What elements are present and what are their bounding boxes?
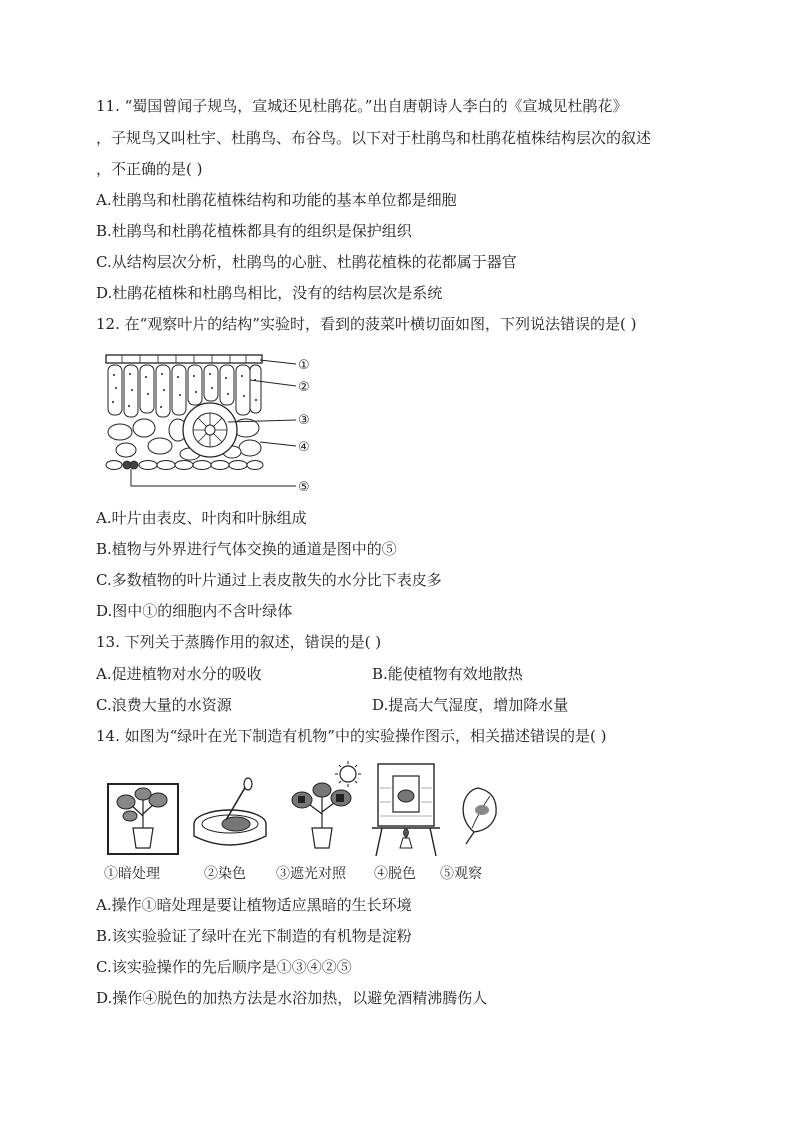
caption-2: ②染色: [204, 866, 246, 882]
caption-4: ④脱色: [374, 866, 416, 882]
shading-control-illustration: [292, 761, 361, 848]
q11-option-a: A.杜鹃鸟和杜鹃花植株结构和功能的基本单位都是细胞: [96, 191, 457, 209]
q13-stem: 13. 下列关于蒸腾作用的叙述，错误的是( ): [96, 633, 382, 651]
q13-option-c: C.浪费大量的水资源: [96, 696, 232, 714]
caption-5: ⑤观察: [440, 866, 482, 882]
q11-option-c: C.从结构层次分析，杜鹃鸟的心脏、杜鹃花植株的花都属于器官: [96, 253, 517, 271]
caption-3: ③遮光对照: [276, 866, 346, 882]
decolorization-illustration: [372, 764, 440, 856]
q14-option-d: D.操作④脱色的加热方法是水浴加热，以避免酒精沸腾伤人: [96, 989, 488, 1007]
experiment-steps-figure: [100, 758, 510, 886]
caption-1: ①暗处理: [104, 866, 160, 882]
q12-option-d: D.图中①的细胞内不含叶绿体: [96, 602, 293, 620]
q11-option-d: D.杜鹃花植株和杜鹃鸟相比，没有的结构层次是系统: [96, 284, 443, 302]
q13-option-a: A.促进植物对水分的吸收: [96, 665, 262, 683]
label-3: ③: [298, 413, 310, 428]
leaf-cross-section-figure: [100, 350, 340, 498]
q12-option-b: B.植物与外界进行气体交换的通道是图中的⑤: [96, 540, 397, 558]
label-4: ④: [298, 440, 310, 455]
q14-option-c: C.该实验操作的先后顺序是①③④②⑤: [96, 958, 352, 976]
q11-option-b: B.杜鹃鸟和杜鹃花植株都具有的组织是保护组织: [96, 222, 412, 240]
label-5: ⑤: [298, 480, 310, 495]
q12-option-a: A.叶片由表皮、叶肉和叶脉组成: [96, 509, 307, 527]
q11-stem-line-3: ，不正确的是( ): [96, 160, 203, 178]
q14-option-b: B.该实验验证了绿叶在光下制造的有机物是淀粉: [96, 927, 412, 945]
label-2: ②: [298, 380, 310, 395]
label-1: ①: [298, 358, 310, 373]
staining-illustration: [194, 778, 266, 845]
q14-stem: 14. 如图为“绿叶在光下制造有机物”中的实验操作图示，相关描述错误的是( ): [96, 727, 607, 745]
q12-stem: 12. 在“观察叶片的结构”实验时，看到的菠菜叶横切面如图，下列说法错误的是( ): [96, 315, 637, 333]
q12-option-c: C.多数植物的叶片通过上表皮散失的水分比下表皮多: [96, 571, 442, 589]
q14-option-a: A.操作①暗处理是要让植物适应黑暗的生长环境: [96, 896, 412, 914]
q11-stem-line-2: ，子规鸟又叫杜宇、杜鹃鸟、布谷鸟。以下对于杜鹃鸟和杜鹃花植株结构层次的叙述: [96, 129, 652, 147]
dark-treatment-illustration: [108, 784, 178, 854]
q13-option-d: D.提高大气湿度，增加降水量: [372, 696, 569, 714]
observation-illustration: [463, 788, 496, 844]
q11-stem-line-1: 11. “蜀国曾闻子规鸟，宣城还见杜鹃花。”出自唐朝诗人李白的《宣城见杜鹃花》: [96, 97, 628, 115]
q13-option-b: B.能使植物有效地散热: [372, 665, 523, 683]
